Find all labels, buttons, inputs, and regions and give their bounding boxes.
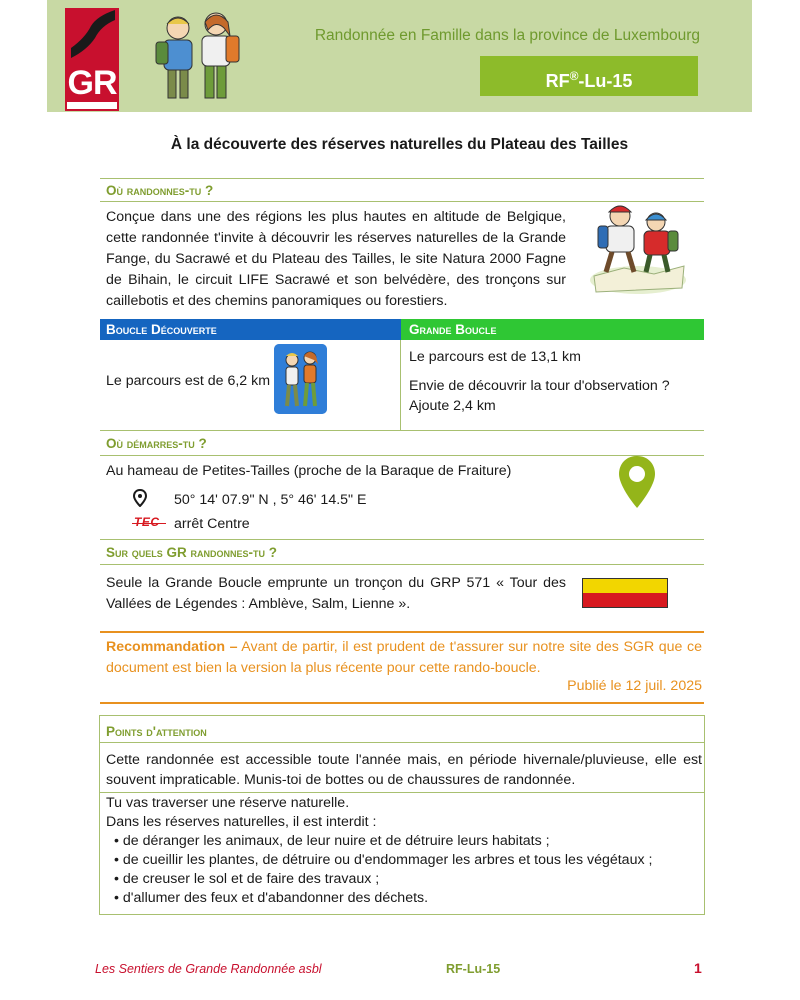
gr-logo-strip xyxy=(67,102,117,109)
attention-divider xyxy=(100,742,704,743)
gr-logo-text: GR xyxy=(67,64,117,102)
list-item: • de cueillir les plantes, de détruire ou d'endommager les arbres et tous les végétaux ; xyxy=(114,852,653,868)
reco-divider xyxy=(100,702,704,704)
gr-logo xyxy=(65,8,119,111)
recommendation-text xyxy=(106,637,702,679)
location-pin-large-icon xyxy=(617,454,657,510)
band-grande-boucle: Grande Boucle xyxy=(401,319,704,340)
route-code-mark: ® xyxy=(569,69,579,83)
section-divider xyxy=(100,455,704,456)
depart-location: Au hameau de Petites-Tailles (proche de la Baraque de Fraiture) xyxy=(106,463,512,479)
section-divider xyxy=(100,178,704,179)
footer-route-code: RF-Lu-15 xyxy=(446,962,501,976)
loops-column-divider xyxy=(400,340,401,430)
depart-coordinates: 50° 14' 07.9" N , 5° 46' 14.5" E xyxy=(174,492,367,508)
reco-divider xyxy=(100,631,704,633)
list-item-text: de cueillir les plantes, de détruire ou d'endommager les arbres et tous les végétaux ; xyxy=(122,852,653,868)
footer-organization: Les Sentiers de Grande Randonnée asbl xyxy=(95,962,322,976)
gr-logo-mark-icon xyxy=(65,8,119,68)
section-heading-gr: Sur quels GR randonnes-tu ? xyxy=(106,545,278,560)
list-item: • de déranger les animaux, de leur nuire et de détruire leurs habitats ; xyxy=(114,833,550,849)
hikers-map-illustration-icon xyxy=(584,198,692,300)
section-divider xyxy=(100,539,704,540)
gr-description: Seule la Grande Boucle emprunte un tronçon du GRP 571 « Tour des Vallées de Légendes : Amblève, Salm, Lienne ». xyxy=(106,575,566,612)
location-pin-small-icon xyxy=(133,489,147,507)
recommendation-label: Recommandation – xyxy=(106,639,238,655)
list-item-text: de creuser le sol et de faire des travaux ; xyxy=(122,871,380,887)
document-title: À la découverte des réserves naturelles du Plateau des Tailles xyxy=(170,136,629,153)
published-date: Publié le 12 juil. 2025 xyxy=(567,678,702,694)
kids-hikers-illustration-icon xyxy=(150,6,245,106)
grp-flag-icon xyxy=(582,578,668,608)
depart-bus-stop: arrêt Centre xyxy=(174,516,250,532)
list-item-text: de déranger les animaux, de leur nuire et de détruire leurs habitats ; xyxy=(122,833,550,849)
grande-boucle-tour-extra: Ajoute 2,4 km xyxy=(409,398,496,414)
reserve-intro-2: Dans les réserves naturelles, il est interdit : xyxy=(106,814,377,830)
family-pictogram-icon xyxy=(274,344,327,414)
list-item: • de creuser le sol et de faire des travaux ; xyxy=(114,871,380,887)
section-heading-attention: Points d'attention xyxy=(106,724,207,739)
attention-text: Cette randonnée est accessible toute l'année mais, en période hivernale/pluvieuse, elle est souvent impraticable. Munis-toi de bottes ou de chaussures de randonnée. xyxy=(106,752,702,788)
list-item: • d'allumer des feux et d'abandonner des déchets. xyxy=(114,890,429,906)
grande-boucle-distance: Le parcours est de 13,1 km xyxy=(409,349,581,365)
route-code-suffix: -Lu-15 xyxy=(578,71,633,91)
list-item-text: d'allumer des feux et d'abandonner des déchets. xyxy=(122,890,429,906)
recommendation-body: Avant de partir, il est prudent de t'assurer sur notre site des SGR que ce document est bien la version la plus récente pour cette rando-boucle. xyxy=(106,639,702,676)
decouverte-distance: Le parcours est de 6,2 km xyxy=(106,373,271,389)
section-heading-depart: Où démarres-tu ? xyxy=(106,436,207,451)
route-description: Conçue dans une des régions les plus hautes en altitude de Belgique, cette randonnée t'invite à découvrir les réserves naturelles de la Grande Fange, du Sacrawé et du Plateau des Tailles, le site Natura 2000 Fagne de Bihain, le circuit LIFE Sacrawé et son belvédère, des tronçons sur caillebotis et des chemins panoramiques ou forestiers. xyxy=(106,209,566,309)
section-heading-ou-randonnes: Où randonnes-tu ? xyxy=(106,183,214,198)
band-boucle-decouverte: Boucle Découverte xyxy=(100,319,401,340)
route-code-prefix: RF xyxy=(545,71,570,91)
reserve-intro-1: Tu vas traverser une réserve naturelle. xyxy=(106,795,350,811)
header-subtitle: Randonnée en Famille dans la province de Luxembourg xyxy=(314,27,700,44)
section-divider xyxy=(100,430,704,431)
attention-divider xyxy=(100,792,704,793)
tec-logo-text: TEC xyxy=(134,515,160,529)
route-code-badge xyxy=(480,56,698,96)
tec-logo-icon xyxy=(132,516,166,530)
grande-boucle-tour-question: Envie de découvrir la tour d'observation ? xyxy=(409,378,670,394)
page-number: 1 xyxy=(694,960,702,976)
section-divider xyxy=(100,564,704,565)
reserve-rules-list xyxy=(106,794,702,908)
